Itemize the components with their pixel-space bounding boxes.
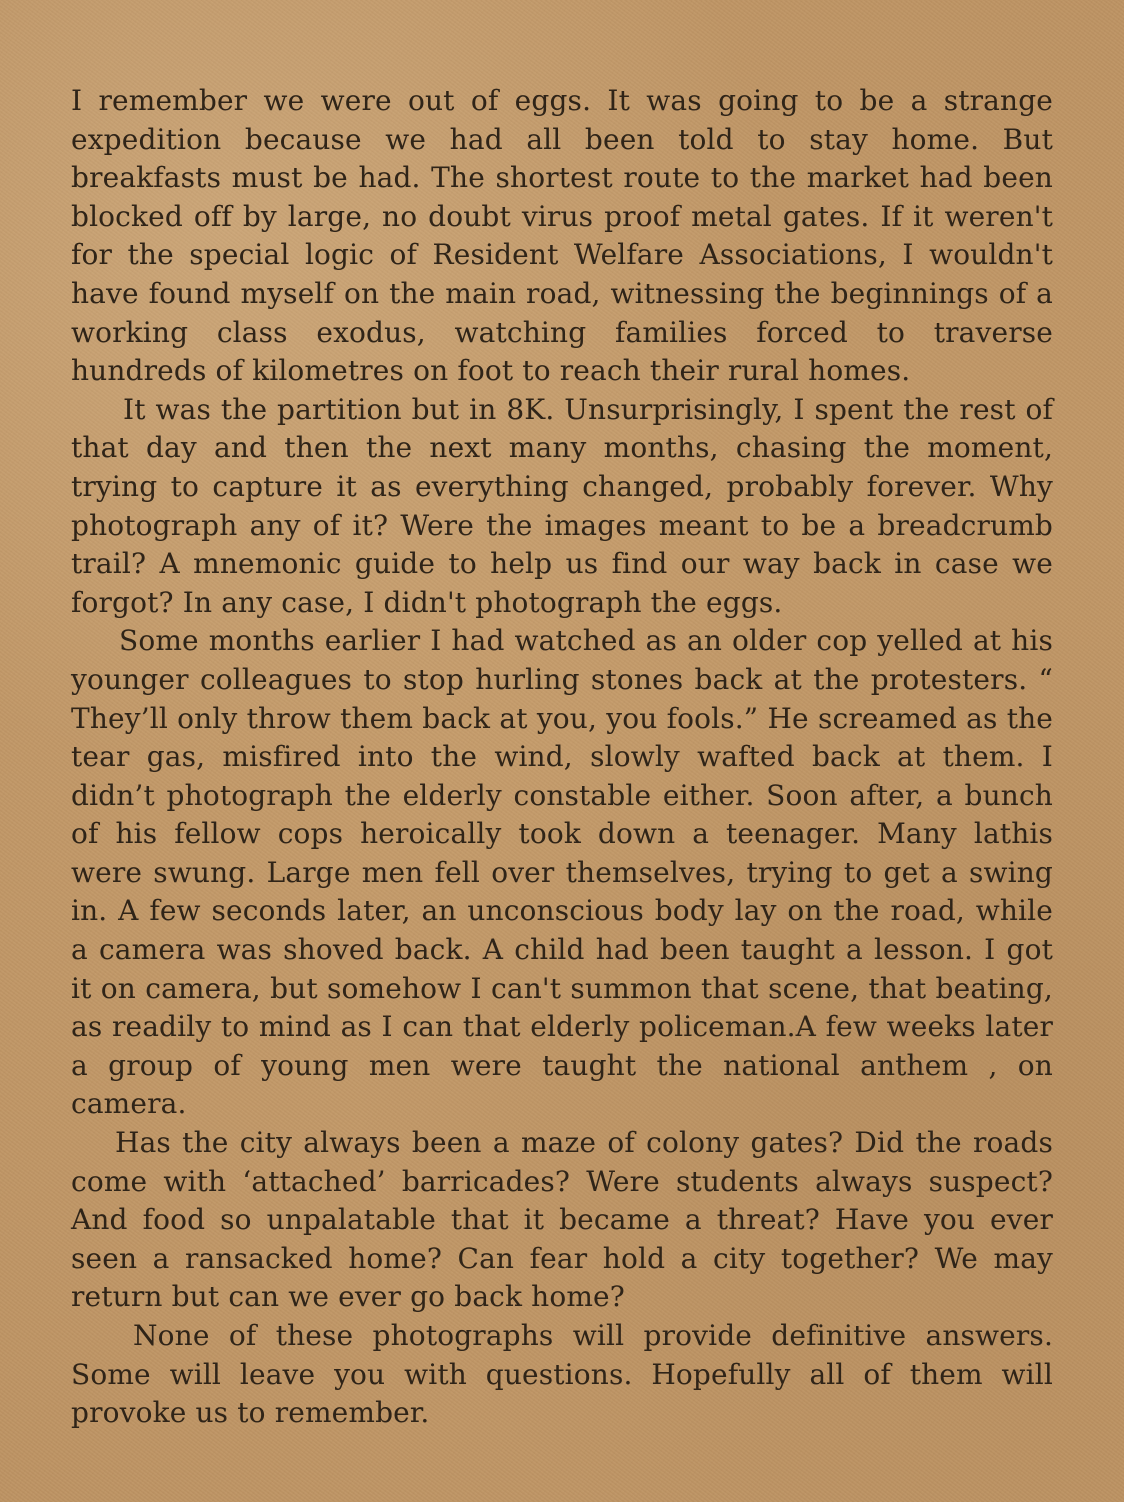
paragraph-older-cop: Some months earlier I had watched as an older cop yelled at his younger colleagues to stop hurling stones back at the protesters. “ They’ll only throw them back at you, you fools.” He screamed as the tear gas, misfired into the wind, slowly wafted back at them. I didn’t photograph the elderly constable either. Soon after, a bunch of his fellow cops heroically took down a teenager. Many lathis were swung. Large men fell over themselves, trying to get a swing in. A few seconds later, an unconscious body lay on the road, while a camera was shoved back. A child had been taught a lesson. I got it on camera, but somehow I can't summon that scene, that beating, as readily to mind as I can that elderly policeman.A few weeks later a group of young men were taught the national anthem , on camera. [71, 624, 1053, 1121]
paragraph-closing: None of these photographs will provide definitive answers. Some will leave you with questions. Hopefully all of them will provoke us to remember. [71, 1319, 1053, 1430]
essay-text-block [71, 82, 1053, 1433]
paragraph-partition-8k: It was the partition but in 8K. Unsurprisingly, I spent the rest of that day and then the next many months, chasing the moment, trying to capture it as everything changed, probably forever. Why photograph any of it? Were the images meant to be a breadcrumb trail? A mnemonic guide to help us find our way back in case we forgot? In any case, I didn't photograph the eggs. [71, 392, 1053, 619]
paragraph-eggs-expedition: I remember we were out of eggs. It was going to be a strange expedition because we had all been told to stay home. But breakfasts must be had. The shortest route to the market had been blocked off by large, no doubt virus proof metal gates. If it weren't for the special logic of Resident Welfare Associations, I wouldn't have found myself on the main road, witnessing the beginnings of a working class exodus, watching families forced to traverse hundreds of kilometres on foot to reach their rural homes. [71, 84, 1053, 388]
paragraph-city-questions: Has the city always been a maze of colony gates? Did the roads come with ‘attached’ barricades? Were students always suspect? And food so unpalatable that it became a threat? Have you ever seen a ransacked home? Can fear hold a city together? We may return but can we ever go back home? [71, 1126, 1053, 1314]
